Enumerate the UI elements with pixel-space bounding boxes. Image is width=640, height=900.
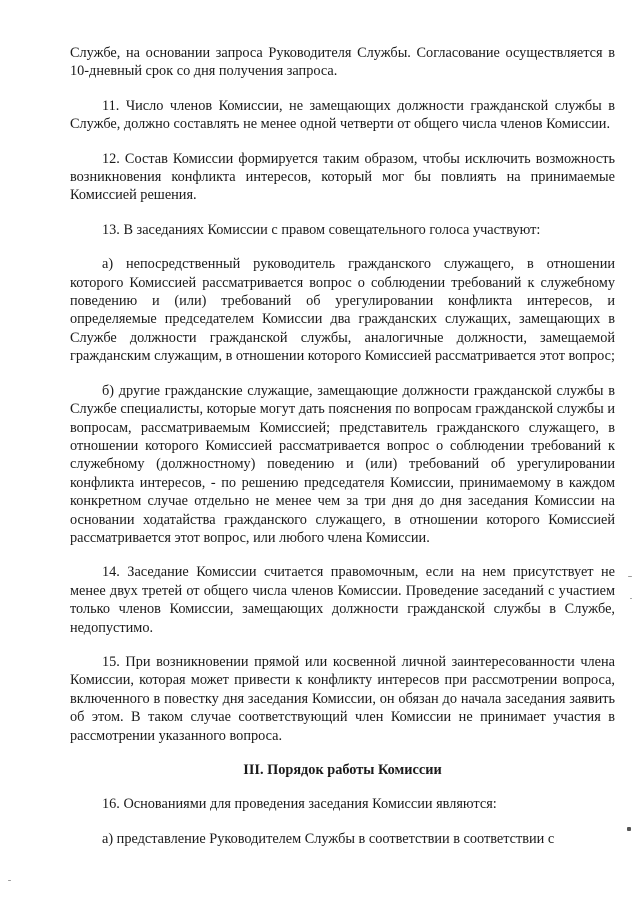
scan-speck (630, 598, 632, 599)
section-heading: III. Порядок работы Комиссии (243, 762, 442, 778)
document-body (70, 44, 615, 864)
paragraph-12: 12. Состав Комиссии формируется таким образом, чтобы исключить возможность возникновения конфликта интересов, который мог бы повлиять на принимаемые Комиссией решения. (70, 150, 615, 204)
scan-speck (628, 576, 632, 577)
paragraph-13a: а) непосредственный руководитель гражданского служащего, в отношении которого Комиссией рассматривается вопрос о соблюдении требований к служебному поведению и (или) требований об урегулировании конфликта интересов, и определяемые председателем Комиссии два гражданских служащих, замещающих в Службе должности гражданской службы, аналогичные должности, замещаемой гражданским служащим, в отношении которого Комиссией рассматривается этот вопрос; (70, 256, 615, 365)
paragraph-13: 13. В заседаниях Комиссии с правом совещательного голоса участвуют: (102, 221, 541, 238)
paragraph-13b: б) другие гражданские служащие, замещающие должности гражданской службы в Службе специалисты, которые могут дать пояснения по вопросам гражданской службы и вопросам, рассматриваемым Комиссией; представитель гражданского служащего, в отношении которого Комиссией рассматривается вопрос о соблюдении требований к служебному (должностному) поведению и (или) требований об урегулировании конфликта интересов, - по решению председателя Комиссии, принимаемому в каждом конкретном случае отдельно не менее чем за три дня до дня заседания Комиссии на основании ходатайства гражданского служащего, в отношении которого Комиссией рассматривается этот вопрос, или любого члена Комиссии. (70, 382, 615, 546)
paragraph-11: 11. Число членов Комиссии, не замещающих должности гражданской службы в Службе, должно составлять не менее одной четверти от общего числа членов Комиссии. (70, 97, 615, 133)
paragraph-16a: а) представление Руководителем Службы в соответствии в соответствии с (102, 830, 555, 847)
scan-speck (627, 827, 631, 831)
paragraph-15: 15. При возникновении прямой или косвенной личной заинтересованности члена Комиссии, которая может привести к конфликту интересов при рассмотрении вопроса, включенного в повестку дня заседания Комиссии, он обязан до начала заседания заявить об этом. В таком случае соответствующий член Комиссии не принимает участия в рассмотрении указанного вопроса. (70, 653, 615, 744)
paragraph-continuation: Службе, на основании запроса Руководителя Службы. Согласование осуществляется в 10-дневный срок со дня получения запроса. (70, 45, 615, 80)
paragraph-14: 14. Заседание Комиссии считается правомочным, если на нем присутствует не менее двух третей от общего числа членов Комиссии. Проведение заседаний с участием только членов Комиссии, замещающих должности гражданской службы в Службе, недопустимо. (70, 564, 615, 636)
scan-speck (8, 880, 11, 881)
paragraph-16: 16. Основаниями для проведения заседания Комиссии являются: (102, 796, 497, 813)
